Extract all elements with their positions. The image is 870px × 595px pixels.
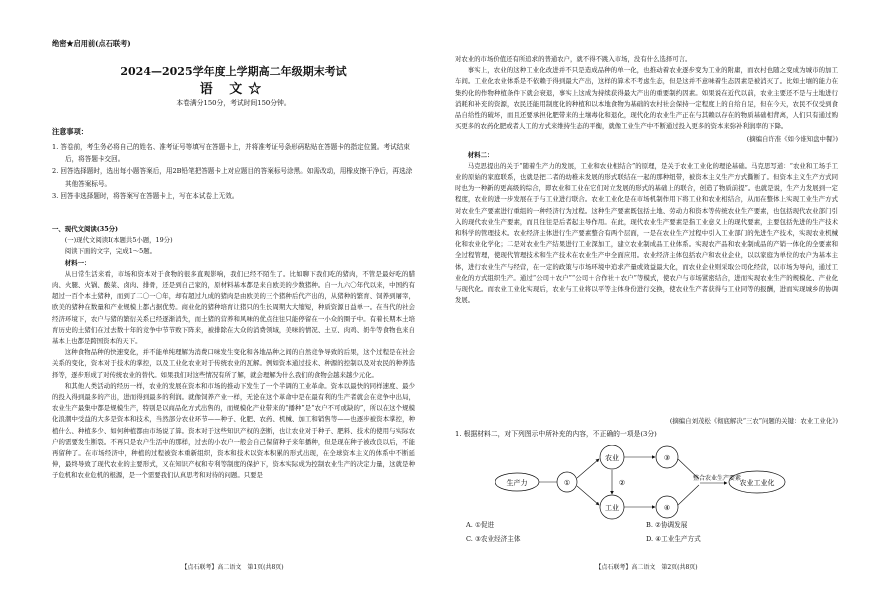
blank-1-label: ① (563, 479, 571, 487)
paragraph: 这种食物品种的快速变化，并不能单纯理解为消费口味发生变化和各地品种之间的自然竞争导致的后果，这个过程是在社会关系的变化，资本对于技术的掌控，以及工业化农业对于传统农业的瓦解。例如资本通过技术、种源的控制以及对农民的种养选择等，逐步形成了对传统农业的替代。如果我们对这些情况有所了解，就会理解为什么我们的食物会越来越少元化。 (52, 348, 415, 379)
material-one-label: 材料一： (64, 258, 91, 267)
industry-label: 工业 (605, 504, 619, 512)
mid-label: 整合农业生产要素 (692, 475, 742, 482)
question-1 (455, 429, 838, 440)
material-two-label: 材料二： (467, 150, 494, 159)
paragraph: 马克思提出的关于“随着生产力的发展，工业和农业相结合”的原理，是关于农业工业化的理论基础。马克思写道：“农业和工场手工业的原始的家庭联系，也就是把二者的幼稚未发展的形式联结在一起的那种纽带，被资本主义生产方式撕断了。但资本主义生产方式同时也为一种新的更高级的综合，即农业和工业在它们对立发展的形式的基础上的联合，创造了物质前提”。也就是说，生产力发展到一定程度，农业的进一步发展在于与工业进行联合。农业工业化是在市场机制作用下将工业和农业相结合，从而在整体上实现工业生产方式对农业生产要素进行重组的一种经济行为过程。这种生产要素既包括土地、劳动力和资本等传统农业生产要素，也包括现代农业部门引入的现代农业生产要素，而且往往是后者起主导作用。在此，现代农业生产要素是指工业意义上的现代要素，主要包括先进的生产技术和科学的管理技术。农业经济主体进行生产要素整合有两个层面，一是在农业生产过程中引入工业部门的先进生产技术，实现农业机械化和农业化学化；二是对农业生产结果进行工业深加工，建立农业制成品工业体系。实现农产品和农业制成品的产销一体化的全要素和全过程管理，使现代管理技术和生产技术在农业生产中全面应用。农业经济主体包括农户和农业企业，以以家庭为单位的农户为基本主体，进行农业生产与经营，在一定的政策与市场环境中追求产量或效益最大化，而农业企业则采取公司化经营，以市场为导向，通过工业化的方式组织生产。通过“公司＋农户”“公司＋合作社＋农户”等模式，使农户与市场紧密结合，进而实现农业生产的规模化、产业化与现代化。而农业工业化实现后，农业与工业将以平等主体身份进行交换，使农业生产者获得与工业同等的报酬，进而实现城乡的协调发展。 (455, 161, 838, 305)
result-label: 农业工业化 (739, 479, 775, 487)
right-column (455, 54, 838, 306)
paragraph: 从日常生活来看，市场和资本对于食物的很多直观影响，我们已经不陌生了。比如聊下我们吃的猪肉，不管是最好吃的腊肉、火腿、火锅、酸菜、卤肉、排骨，还是到自己家的，原材料基本都是来自欧美的少数猪种。自一九六〇年代以来，中国约有超过一百个本土猪种，而到了二〇一〇年，却有超过九成的猪肉是由欧美的三个猪种后代产出的，从猪种的繁育、饲养到屠宰，欧美的猪种在数量和产业规模上都占据优势。商业化的猪种培育让猪只的生长周期大大缩短，种质资源日益单一。在当代的社会经济环境下，农户与猪的繁衍关系已经逐渐消失，而土猪的营养和风味的优点往往只能停留在一小众的圈子中。有着长期本土培育历史的土猪们在过去数十年的竞争中节节败下阵来，被排除在大众的消费领域，美味的情况、土豆、肉鸡、奶牛等食物也来自基本上也都是跨国资本的天下。 (52, 269, 415, 346)
confidential-label: 绝密★启用前(点石联考) (52, 39, 131, 48)
notes-list (52, 141, 415, 202)
option-c[interactable]: C. ③农业经济主体 (466, 535, 521, 543)
section-reading (52, 224, 415, 482)
option-a[interactable]: A. ①促进 (466, 521, 495, 529)
note-item: 1. 答卷前，考生务必将自己的姓名、准考证号等填写在答题卡上，并将准考证号条形码粘贴在答题卡的指定位置。考试结束后，将答题卡交回。 (52, 143, 410, 164)
paragraph: 事实上，农业的这种工业化改进并不只是造成品种的单一化，也推动着农业逐步变为工业的附庸，而农村也随之变成为城市的加工车间。工业化农业体系是不依赖于得到最大产出，这样的算术不考虑生态，但是这并不意味着生态因素是被消灭了。比如土壤的能力在集约化的作物种植条件下就会衰退，事实上这成为持续获得最大产出的重要制约因素。如果说在近代以前，农业主要还不是与土地进行消耗和补充的资源，农民还能用制度化的种植和以本地食物为基础的农村社会保持一定程度上的自给自足，但在今天，农民不仅受到食品自给性的破坏，而且还要承担化肥带来的土壤毒化和退化，现代化的农业生产正在与其赖以存在的物质基础相背离，人们只有通过购买更多的农药化肥或者人工的方式来维持生态的平衡，就像工业生产中不断通过投入更多的资本来弥补利润率的下降。 (455, 66, 838, 131)
option-b[interactable]: B. ②协调发展 (646, 521, 688, 529)
note-item: 3. 回答非选择题时，将答案写在答题卡上，写在本试卷上无效。 (52, 191, 239, 200)
footer-right: 【点石联考】高二语文 第2页(共8页) (595, 564, 698, 571)
instruction: 阅读下面的文字，完成1～5题。 (64, 247, 157, 256)
producer-label: 生产力 (506, 479, 528, 487)
blank-3-label: ③ (663, 454, 671, 462)
blank-2-label: ② (618, 479, 626, 487)
exam-info: 本卷满分150分，考试时间150分钟。 (176, 99, 291, 107)
edge (577, 459, 599, 478)
notes-heading: 注意事项： (52, 127, 88, 136)
paragraph: 对农业的市场价值还有所追求的普通农户，就不得不跳入市场，没有什么选择可言。 (455, 55, 692, 63)
edge (678, 485, 699, 505)
question-text: 1. 根据材料二，对下列图示中所补充的内容，不正确的一项是(3分) (455, 430, 657, 438)
citation: (摘编自许准《如今谁知盘中餐》) (746, 135, 838, 144)
citation: (摘编自刘茂松《彻底解决“三农”问题的关键：农业工业化》) (669, 417, 838, 425)
blank-4-label: ④ (663, 504, 671, 512)
paragraph: 和其他人类活动的经历一样，农业的发展在资本和市场的推动下发生了一个半调的工业革命。资本以最快的同样速度、最少的投入得到最多的产出，进而得到最多的利润。就像饲养产业一样，无论在这个革命中是在最有利的生产者就会在竞争中出局，农业生产最集中都是规模生产，特别是以商品化方式出售的，而规模化产业带来的“播种”是“农户不可或缺的”，所以在这个规模化浪潮中受益的大多是资本和技术，当然部分农业环节——种子、化肥、农药、机械、加工和销售等——也逐步被资本掌控，种植什么、种植多少、如何种植都由市场说了算。资本对于这些知识产权的垄断，也让农业对于种子、肥料、技术的使用与实际农户的需要发生断裂。不再只是农户生活中的那样，过去的小农户一般会自己保留种子来年播种，但是现在种子被改良以后，不能再留种了。在市场经济中，种植的过程被资本重新组织，资本和技术以资本积累的形式出现，在全球资本主义的体系中不断延伸，最终导致了现代农业的主要形式，又在知识产权和专利等制度的保护下，资本实际成为控制农业生产的决定力量，这就是种子危机和农业危机的根源，是一个需要我们认真思考和对待的问题。只要是 (52, 381, 415, 480)
concept-diagram (495, 445, 795, 520)
edge (577, 486, 599, 505)
exam-title: 2024—2025学年度上学期高二年级期末考试 (120, 65, 347, 78)
subsection-heading: (一)现代文阅读Ⅰ(本题共5小题，19分) (64, 236, 173, 245)
note-item: 2. 回答选择题时，选出每小题答案后，用2B铅笔把答题卡上对应题目的答案标号涂黑。如需改动，用橡皮擦干净后，再选涂其他答案标号。 (52, 167, 413, 188)
subject-title: 语 文☆ (199, 82, 268, 97)
agri-label: 农业 (605, 454, 619, 462)
section-heading: 一、现代文阅读(35分) (52, 225, 119, 233)
footer-left: 【点石联考】高二语文 第1页(共8页) (181, 564, 284, 571)
option-d[interactable]: D. ④工业生产方式 (646, 535, 701, 543)
